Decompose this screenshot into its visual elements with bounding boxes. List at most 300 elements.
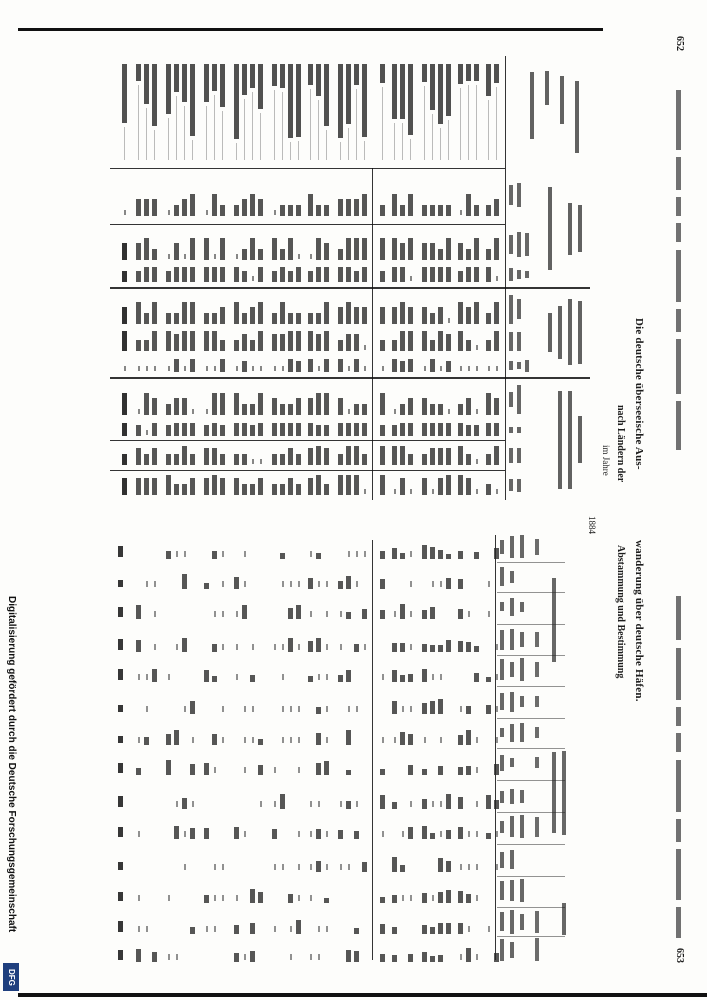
table-dash [252,737,254,743]
table-figure [316,829,321,839]
table-figure [466,894,471,903]
table-rule [497,936,565,937]
table-figure [446,554,451,559]
table-figure [338,830,343,839]
table-figure [446,578,451,589]
table-dash [282,581,284,587]
column-heading [500,912,504,931]
table-figure [316,707,321,714]
table-dash [244,551,246,557]
column-heading [520,723,524,742]
table-figure [486,833,491,839]
table-dash [252,706,254,712]
column-heading [520,632,524,647]
column-heading [535,938,539,961]
table-dash [326,706,328,712]
table-figure [392,548,397,559]
table-dash [184,551,186,557]
table-figure [118,892,123,901]
table-dash [468,864,470,870]
column-heading [500,630,504,650]
table-dash [326,737,328,743]
table-dash [402,831,404,837]
table-rule [497,907,565,908]
title-right-page: wanderung über deutsche Häfen. [633,540,645,702]
table-figure [474,552,479,559]
table-dash [410,611,412,617]
table-figure [438,645,443,652]
column-heading [520,914,524,930]
table-dash [402,895,404,901]
table-dash [146,581,148,587]
table-figure [118,862,123,870]
table-figure [422,893,427,903]
column-heading [520,815,524,838]
table-dash [214,895,216,901]
table-figure [486,795,491,809]
table-figure [316,733,321,745]
table-figure [354,831,359,839]
table-figure [362,609,367,619]
table-dash [356,706,358,712]
table-dash [382,737,384,743]
table-dash [468,611,470,617]
table-figure [438,699,443,714]
table-figure [258,765,263,775]
table-figure [466,766,471,775]
column-heading [510,662,514,677]
table-dash [460,954,462,960]
table-figure [438,766,443,775]
table-dash [410,551,412,557]
table-dash [154,581,156,587]
table-figure [272,829,277,839]
column-heading [500,939,504,961]
table-dash [290,706,292,712]
table-figure [458,735,463,745]
table-dash [298,581,300,587]
table-figure [212,551,217,559]
table-dash [460,706,462,712]
table-figure [174,730,179,745]
column-heading [520,535,524,558]
table-figure [446,794,451,809]
table-dash [176,644,178,650]
table-figure [392,701,397,714]
table-dash [348,551,350,557]
table-figure [204,895,209,903]
table-dash [318,801,320,807]
table-figure [296,920,301,934]
table-dash [356,801,358,807]
table-figure [316,763,321,775]
table-dash [274,644,276,650]
table-figure [446,640,451,652]
table-figure [486,677,491,682]
table-figure [458,641,463,652]
table-dash [282,644,284,650]
table-figure [182,798,187,809]
table-figure [422,952,427,962]
year-line-left-page: im Jahre [601,445,611,476]
table-figure [458,827,463,839]
table-figure [166,760,171,775]
table-dash [244,767,246,773]
table-dash [348,706,350,712]
table-dash [394,611,396,617]
table-figure [250,889,255,903]
table-figure [152,669,157,682]
table-figure [474,673,479,682]
table-dash [168,954,170,960]
table-figure [118,639,123,650]
column-heading [535,757,539,768]
table-figure [118,763,123,773]
table-dash [244,737,246,743]
table-figure [308,641,313,652]
table-figure [152,952,157,962]
table-dash [402,706,404,712]
column-heading [500,755,504,771]
column-heading [500,728,504,737]
table-figure [136,949,141,962]
table-figure [438,550,443,559]
table-figure [316,638,321,652]
table-figure [380,610,385,619]
table-dash [184,864,186,870]
table-figure [118,705,123,712]
table-dash [244,706,246,712]
table-dash [298,737,300,743]
table-dash [244,581,246,587]
table-dash [476,954,478,960]
table-dash [146,926,148,932]
table-dash [468,831,470,837]
table-figure [190,828,195,839]
table-dash [222,706,224,712]
table-figure [380,579,385,589]
column-heading [500,567,504,586]
table-rule [497,748,565,749]
table-figure [458,579,463,589]
table-dash [298,831,300,837]
table-figure [354,951,359,962]
table-dash [298,895,300,901]
table-dash [318,674,320,680]
table-dash [496,674,498,680]
table-dash [310,831,312,837]
table-figure [400,643,405,652]
table-dash [282,674,284,680]
table-dash [222,581,224,587]
table-figure [250,675,255,682]
table-dash [310,895,312,901]
table-figure [392,670,397,682]
table-figure [380,954,385,962]
table-dash [222,895,224,901]
table-figure [258,892,263,903]
table-figure [408,954,413,962]
table-dash [476,895,478,901]
table-figure [258,739,263,745]
table-dash [410,895,412,901]
table-figure [422,925,427,934]
table-figure [288,608,293,619]
column-heading [520,879,524,902]
table-dash [298,644,300,650]
table-figure [466,948,471,962]
table-figure [118,796,123,807]
table-dash [192,737,194,743]
table-dash [496,737,498,743]
table-dash [274,767,276,773]
table-rule [497,718,565,719]
table-dash [274,926,276,932]
table-dash [340,611,342,617]
table-figure [190,927,195,934]
table-figure [166,734,171,745]
table-figure [400,732,405,745]
table-figure [422,644,427,652]
table-figure [324,761,329,775]
table-dash [244,954,246,960]
table-dash [138,831,140,837]
table-figure [430,956,435,962]
table-figure [234,827,239,839]
column-heading [500,821,504,833]
table-figure [458,609,463,619]
column-heading [500,852,504,868]
column-heading [500,881,504,900]
table-figure [400,675,405,682]
table-figure [136,640,141,652]
table-figure [380,769,385,775]
table-figure [400,553,405,559]
table-figure [212,734,217,745]
table-dash [298,767,300,773]
table-figure [234,577,239,589]
table-dash [440,674,442,680]
table-figure [400,604,405,619]
table-figure [118,546,123,557]
table-figure [346,801,351,809]
table-dash [340,801,342,807]
table-dash [496,864,498,870]
table-dash [382,674,384,680]
table-dash [488,581,490,587]
table-figure [346,670,351,682]
table-figure [190,701,195,714]
table-dash [468,926,470,932]
table-figure [458,797,463,809]
table-dash [310,801,312,807]
table-figure [392,643,397,652]
table-rule [497,686,565,687]
table-figure [118,827,123,837]
table-dash [488,926,490,932]
table-dash [290,737,292,743]
table-figure [204,828,209,839]
table-figure [346,770,351,775]
table-dash [310,551,312,557]
table-dash [138,895,140,901]
table-figure [190,764,195,775]
table-figure [380,924,385,934]
table-figure [494,800,499,809]
table-figure [204,583,209,589]
table-dash [274,801,276,807]
table-dash [410,644,412,650]
table-dash [476,831,478,837]
table-figure [486,705,491,714]
table-dash [476,737,478,743]
table-dash [356,581,358,587]
table-figure [458,767,463,775]
column-heading [535,911,539,933]
column-heading [520,602,524,612]
table-figure [242,605,247,619]
table-dash [440,801,442,807]
column-heading [510,692,514,712]
table-dash [236,644,238,650]
table-figure [430,927,435,934]
table-dash [488,611,490,617]
column-heading [500,540,504,554]
table-dash [460,864,462,870]
table-dash [410,706,412,712]
table-figure [430,607,435,619]
column-heading [510,910,514,934]
table-dash [274,864,276,870]
table-figure [380,551,385,559]
table-dash [432,581,434,587]
table-figure [118,736,123,743]
column-heading [510,571,514,583]
column-heading [510,942,514,958]
table-figure [380,897,385,903]
table-figure [136,768,141,775]
table-figure [408,827,413,839]
table-figure [494,764,499,775]
table-figure [380,795,385,809]
year-line-right-page: 1884 [587,516,597,534]
table-dash [326,831,328,837]
table-dash [176,954,178,960]
table-dash [252,644,254,650]
table-figure [466,730,471,745]
table-figure [182,638,187,652]
table-dash [310,954,312,960]
column-heading [535,539,539,555]
table-dash [410,801,412,807]
table-figure [250,923,255,934]
dfg-logo: DFG [3,963,19,991]
table-figure [422,669,427,682]
table-figure [288,638,293,652]
table-figure [422,826,427,839]
table-dash [432,674,434,680]
column-heading [500,602,504,611]
table-figure [458,551,463,559]
table-figure [446,830,451,839]
table-figure [338,675,343,682]
table-figure [182,574,187,589]
column-heading [510,850,514,869]
table-figure [324,898,329,903]
table-dash [340,864,342,870]
table-figure [280,794,285,809]
column-heading [520,658,524,681]
table-figure [144,737,149,745]
table-figure [446,890,451,903]
table-figure [316,861,321,872]
table-dash [440,737,442,743]
table-figure [212,676,217,682]
table-dash [298,864,300,870]
table-dash [290,581,292,587]
title-left-page: Die deutsche überseeische Aus- [633,318,645,470]
column-heading [562,903,566,935]
table-figure [430,547,435,559]
table-dash [326,926,328,932]
table-figure [212,644,217,652]
table-rule [497,562,565,563]
table-dash [176,801,178,807]
table-figure [466,706,471,714]
table-figure [422,545,427,559]
table-figure [422,799,427,809]
column-heading [500,693,504,710]
table-figure [446,861,451,872]
table-figure [136,605,141,619]
table-figure [296,605,301,619]
column-heading [510,724,514,742]
table-dash [318,954,320,960]
table-dash [138,926,140,932]
column-heading [535,662,539,677]
column-heading [552,578,556,662]
column-heading [510,789,514,804]
table-figure [494,953,499,962]
table-figure [408,765,413,775]
table-dash [310,864,312,870]
table-dash [146,706,148,712]
digitization-notice: Digitalisierung gefördert durch die Deutsche Forschungsgemeinschaft [6,596,17,933]
table-dash [290,926,292,932]
table-figure [204,763,209,775]
column-heading [520,790,524,803]
table-figure [338,581,343,589]
table-dash [364,551,366,557]
table-dash [440,581,442,587]
table-dash [214,864,216,870]
table-dash [410,581,412,587]
table-dash [476,864,478,870]
table-dash [310,611,312,617]
table-dash [382,831,384,837]
table-dash [214,926,216,932]
table-figure [346,612,351,619]
table-figure [466,642,471,652]
table-figure [118,669,123,680]
table-figure [118,580,123,587]
table-dash [476,801,478,807]
table-dash [222,611,224,617]
table-dash [282,737,284,743]
table-dash [432,895,434,901]
table-dash [318,581,320,587]
table-dash [340,644,342,650]
